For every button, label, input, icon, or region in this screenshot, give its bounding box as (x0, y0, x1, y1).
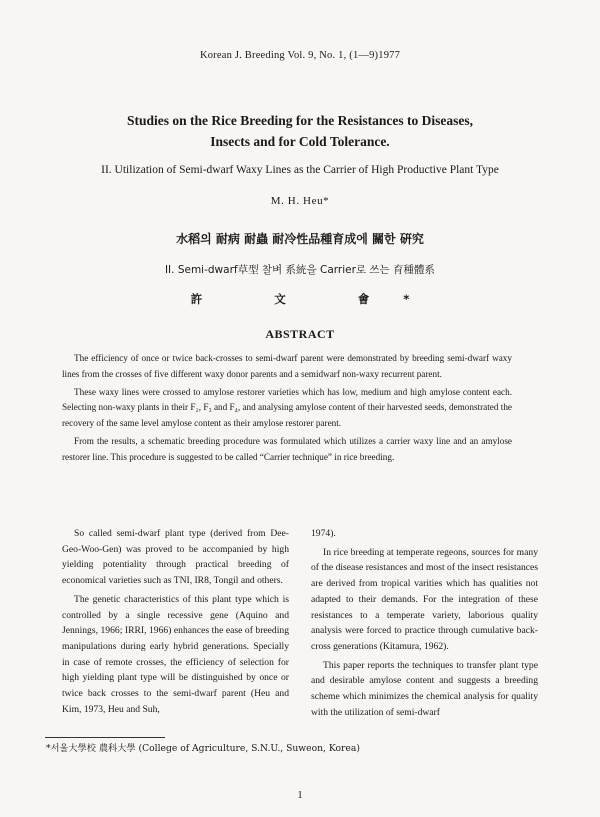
author-name: M. H. Heu* (270, 195, 330, 207)
body-left-column (62, 526, 289, 720)
body-paragraph: This paper reports the techniques to transfer plant type and desirable amylose content and suggests a breeding scheme which minimizes the chemical analysis for quality with the utilization of semi-dwarf (311, 659, 538, 718)
abstract-paragraph: These waxy lines were crossed to amylose restorer varieties which has low, medium and high amylose content each. Selecting non-waxy plants in their F₂, F₃ and F₄, and analysing amylose content of their harvested seeds, demonstrated the recovery of the same level amylose content as their amylose restorer parent. (62, 386, 512, 428)
korean-author: 許 文 會* (190, 292, 444, 306)
body-paragraph: The genetic characteristics of this plant type which is controlled by a single recessive gene (Aquino and Jennings, 1966; IRRI, 1966) enhances the ease of breeding manipulations during early hybrid generations. Specially in case of remote crosses, the efficiency of selection for high yielding plant type will be distinguished by once or twice back crosses to the semi-dwarf parent (Heu and Kim, 1973, Heu and Suh, (62, 593, 289, 715)
abstract-heading: ABSTRACT (265, 327, 335, 341)
title-line-1: Studies on the Rice Breeding for the Resistances to Diseases, (127, 113, 473, 128)
body-paragraph-continued: 1974). (311, 528, 336, 539)
abstract-paragraph: The efficiency of once or twice back-crosses to semi-dwarf parent were demonstrated by breeding semi-dwarf waxy lines from the crosses of five different waxy donor parents and a semidwarf non-waxy recurrent parent. (62, 353, 512, 379)
korean-subtitle: II. Semi-dwarf草型 찰벼 系統을 Carrier로 쓰는 育種體系 (164, 264, 436, 276)
body-right-column (311, 526, 538, 723)
page-number: 1 (297, 790, 303, 801)
abstract-paragraph: From the results, a schematic breeding procedure was formulated which utilizes a carrier waxy line and an amylose restorer line. This procedure is suggested to be called “Carrier technique” in rice breeding. (62, 435, 512, 462)
body-paragraph: In rice breeding at temperate regeons, sources for many of the disease resistances and most of the insect resistances are derived from tropical varities which has qualities not adapted to their demands. For the integration of these resistances to a temperate variety, laborious quality analysis were forced to practice through cumulative back-cross generations (Kitamura, 1962). (311, 546, 538, 652)
paper-subtitle: II. Utilization of Semi-dwarf Waxy Lines as the Carrier of High Productive Plant Type (101, 164, 499, 176)
body-paragraph: So called semi-dwarf plant type (derived from Dee-Geo-Woo-Gen) was proved to be accompanied by high yielding potentiality through practical breeding of economical varieties such as TNI, IR8, Tongil and others. (62, 528, 289, 587)
running-head: Korean J. Breeding Vol. 9, No. 1, (1—9)1977 (199, 50, 401, 61)
affiliation-footnote: *서울大學校 農科大學 (College of Agriculture, S.N.U., Suweon, Korea) (46, 743, 360, 754)
footnote-divider (45, 737, 165, 738)
korean-title: 水稻의 耐病 耐蟲 耐冷性品種育成에 關한 硏究 (176, 232, 424, 246)
abstract-body (62, 351, 512, 468)
paper-title (40, 110, 560, 152)
title-line-2: Insects and for Cold Tolerance. (210, 134, 390, 149)
